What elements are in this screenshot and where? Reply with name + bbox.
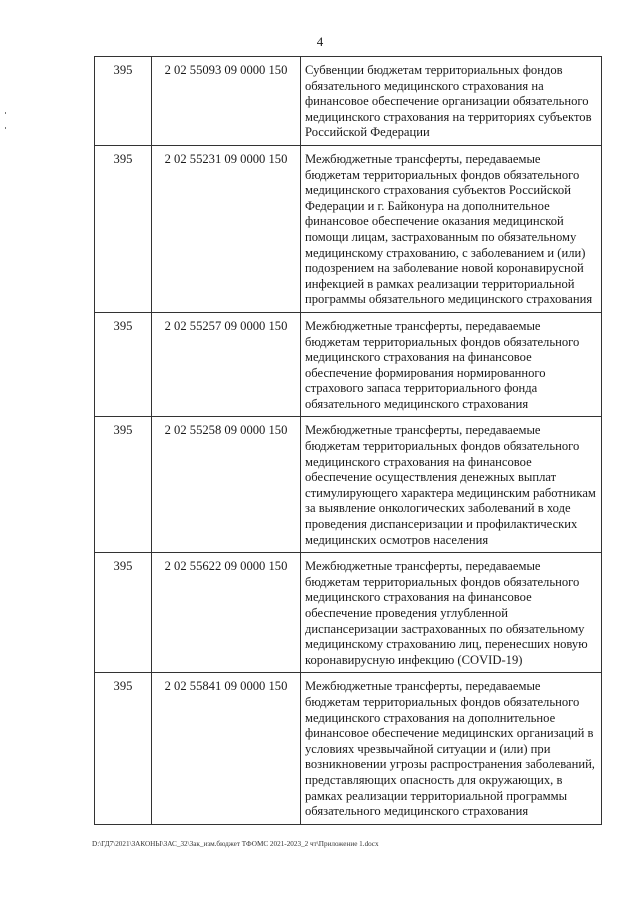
admin-code-cell: 395 [95, 553, 152, 673]
budget-code-cell: 2 02 55258 09 0000 150 [152, 417, 301, 553]
revenue-name-cell: Межбюджетные трансферты, передаваемые бюджетам территориальных фондов обязательного медицинского страхования на финансовое обеспечение проведения углубленной диспансеризации застрахованных по обязательному медицинскому страхованию лиц, перенесших новую коронавирусную инфекцию (COVID-19) [301, 553, 602, 673]
revenue-name-cell: Межбюджетные трансферты, передаваемые бюджетам территориальных фондов обязательного медицинского страхования на финансовое обеспечение формирования нормированного страхового запаса территориального фонда обязательного медицинского страхования [301, 312, 602, 417]
revenue-name-cell: Субвенции бюджетам территориальных фондов обязательного медицинского страхования на финансовое обеспечение организации обязательного медицинского страхования на территориях субъектов Российской Федерации [301, 57, 602, 146]
admin-code-cell: 395 [95, 145, 152, 312]
table-row [95, 57, 602, 146]
document-file-path: D:\ГД7\2021\ЗАКОНЫ\ЗАС_32\Зак_изм.бюджет ТФОМС 2021-2023_2 чт\Приложение 1.docx [92, 840, 379, 848]
budget-code-cell: 2 02 55257 09 0000 150 [152, 312, 301, 417]
table-row [95, 145, 602, 312]
scan-margin-mark [5, 112, 6, 114]
admin-code-cell: 395 [95, 673, 152, 824]
revenue-name-cell: Межбюджетные трансферты, передаваемые бюджетам территориальных фондов обязательного медицинского страхования на дополнительное финансовое обеспечение медицинских организаций в условиях чрезвычайной ситуации и (или) при возникновении угрозы распространения заболеваний, представляющих опасность для окружающих, в рамках реализации территориальной программы обязательного медицинского страхования [301, 673, 602, 824]
admin-code-cell: 395 [95, 312, 152, 417]
revenue-name-cell: Межбюджетные трансферты, передаваемые бюджетам территориальных фондов обязательного медицинского страхования на финансовое обеспечение осуществления денежных выплат стимулирующего характера медицинским работникам за выявление онкологических заболеваний в ходе проведения диспансеризации и профилактических медицинских осмотров населения [301, 417, 602, 553]
budget-code-cell: 2 02 55841 09 0000 150 [152, 673, 301, 824]
budget-code-cell: 2 02 55093 09 0000 150 [152, 57, 301, 146]
table-row [95, 312, 602, 417]
table-row [95, 673, 602, 824]
page-number: 4 [316, 34, 324, 49]
budget-code-cell: 2 02 55622 09 0000 150 [152, 553, 301, 673]
table-row [95, 553, 602, 673]
budget-code-cell: 2 02 55231 09 0000 150 [152, 145, 301, 312]
revenue-name-cell: Межбюджетные трансферты, передаваемые бюджетам территориальных фондов обязательного медицинского страхования субъектов Российской Федерации и г. Байконура на дополнительное финансовое обеспечение оказания медицинской помощи лицам, застрахованным по обязательному медицинскому страхованию, с заболеванием и (или) подозрением на заболевание новой коронавирусной инфекцией в рамках реализации территориальной программы обязательного медицинского страхования [301, 145, 602, 312]
scan-margin-mark [5, 127, 6, 129]
admin-code-cell: 395 [95, 57, 152, 146]
budget-codes-table [94, 56, 602, 825]
table-row [95, 417, 602, 553]
admin-code-cell: 395 [95, 417, 152, 553]
